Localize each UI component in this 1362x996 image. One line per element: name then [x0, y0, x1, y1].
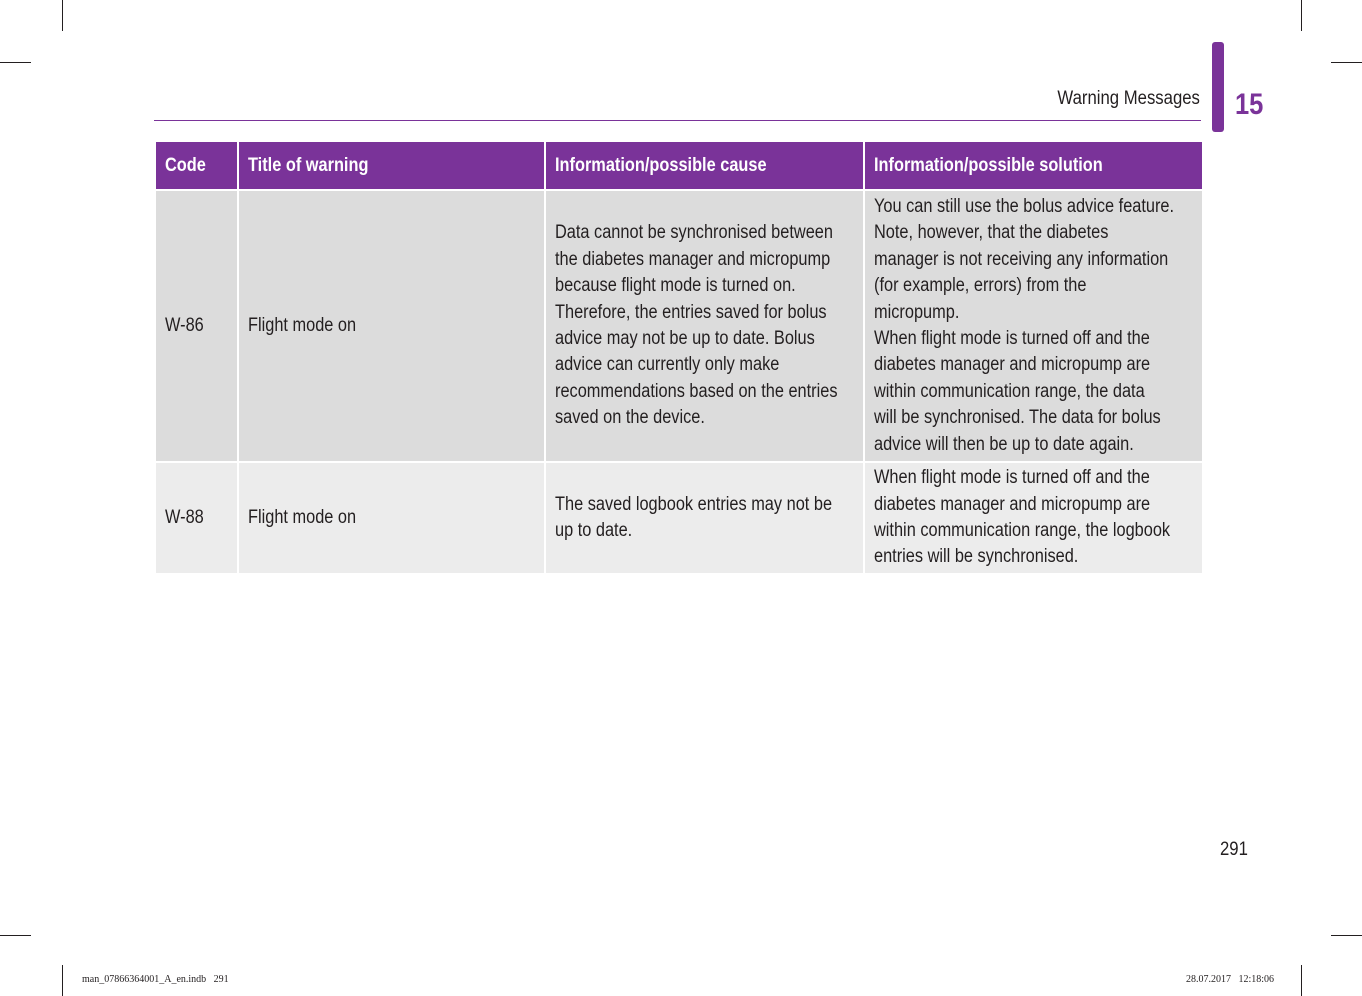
- print-slug-filename: man_07866364001_A_en.indb 291: [82, 974, 229, 985]
- warning-solution: When flight mode is turned off and the diabetes manager and micropump are within communication range, the logbook entries will be synchronised.: [864, 462, 1203, 574]
- warning-cause: The saved logbook entries may not be up to date.: [545, 462, 864, 574]
- chapter-number: 15: [1235, 88, 1264, 121]
- warning-cause: Data cannot be synchronised between the diabetes manager and micropump because flight mode is turned on. Therefore, the entries saved for bolus advice may not be up to date. Bolus advice can currently only make recommendations based on the entries saved on the device.: [545, 190, 864, 462]
- column-header-solution: Information/possible solution: [864, 141, 1203, 190]
- chapter-tab-bar: [1212, 42, 1224, 132]
- crop-mark: [1301, 965, 1302, 996]
- page-number: 291: [1220, 839, 1248, 860]
- warning-title: Flight mode on: [238, 462, 545, 574]
- crop-mark: [1301, 0, 1302, 31]
- warning-code: W-88: [155, 462, 238, 574]
- warning-code: W-86: [155, 190, 238, 462]
- table-row: [155, 462, 1203, 574]
- table-row: [155, 190, 1203, 462]
- crop-mark: [62, 0, 63, 31]
- crop-mark: [1331, 935, 1362, 936]
- print-slug-timestamp: 28.07.2017 12:18:06: [1185, 974, 1274, 985]
- crop-mark: [0, 935, 31, 936]
- column-header-cause: Information/possible cause: [545, 141, 864, 190]
- warning-messages-table: [154, 140, 1204, 575]
- crop-mark: [1331, 62, 1362, 63]
- crop-mark: [0, 62, 31, 63]
- column-header-code: Code: [155, 141, 238, 190]
- column-header-title: Title of warning: [238, 141, 545, 190]
- warning-title: Flight mode on: [238, 190, 545, 462]
- section-title: Warning Messages: [1057, 88, 1200, 109]
- warning-solution: You can still use the bolus advice feature. Note, however, that the diabetes manager is not receiving any information (for example, errors) from the micropump. When flight mode is turned off and the diabetes manager and micropump are within communication range, the data will be synchronised. The data for bolus advice will then be up to date again.: [864, 190, 1203, 462]
- header-divider: [154, 120, 1201, 121]
- table-header-row: [155, 141, 1203, 190]
- crop-mark: [62, 965, 63, 996]
